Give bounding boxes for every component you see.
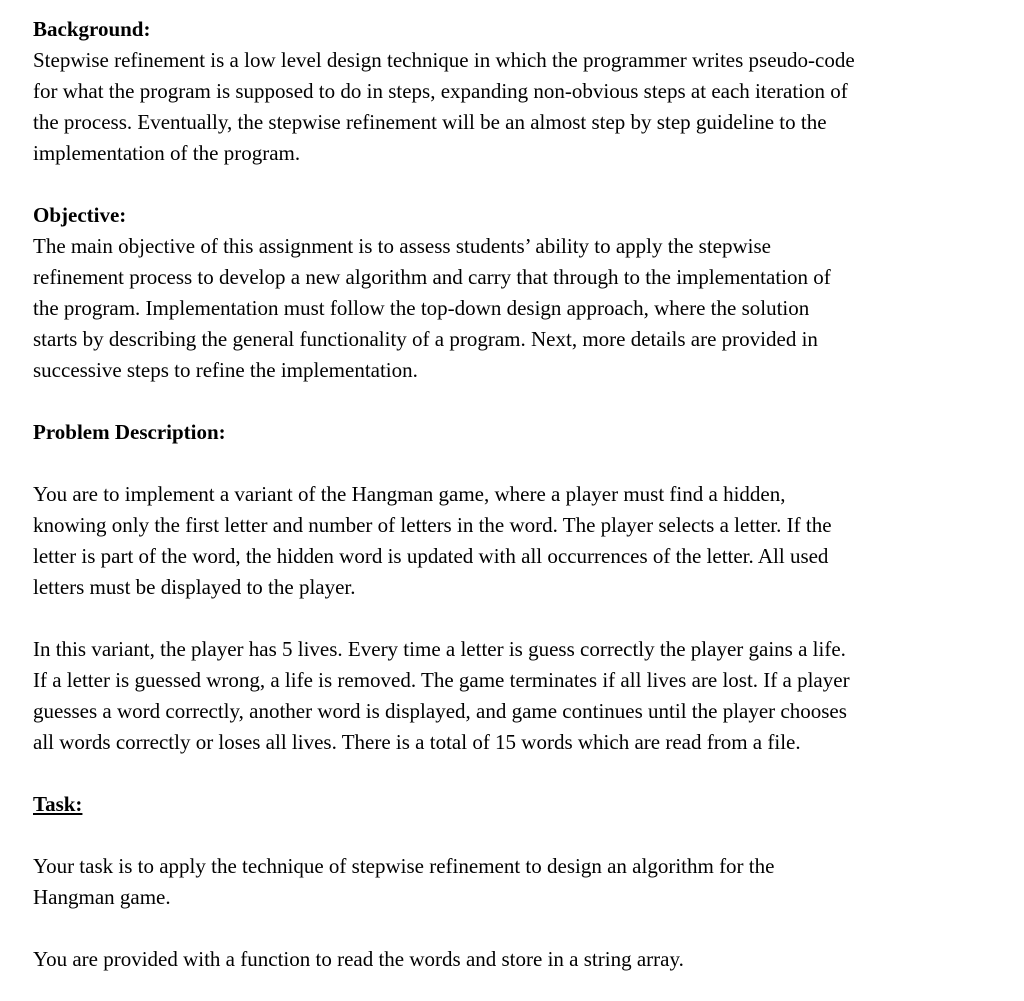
problem-line: letter is part of the word, the hidden word is updated with all occurrences of the letter. All used <box>33 544 829 568</box>
problem-line: If a letter is guessed wrong, a life is removed. The game terminates if all lives are lost. If a player <box>33 668 850 692</box>
task-line: Hangman game. <box>33 885 171 909</box>
objective-paragraph <box>33 231 983 386</box>
objective-line: The main objective of this assignment is to assess students’ ability to apply the stepwise <box>33 234 771 258</box>
background-paragraph <box>33 45 983 169</box>
task-line: Your task is to apply the technique of stepwise refinement to design an algorithm for the <box>33 854 775 878</box>
task-paragraph-2 <box>33 944 983 975</box>
background-line: for what the program is supposed to do in steps, expanding non-obvious steps at each iteration of <box>33 79 848 103</box>
problem-line: In this variant, the player has 5 lives. Every time a letter is guess correctly the player gains a life. <box>33 637 846 661</box>
problem-line: You are to implement a variant of the Hangman game, where a player must find a hidden, <box>33 482 786 506</box>
objective-line: the program. Implementation must follow the top-down design approach, where the solution <box>33 296 810 320</box>
problem-line: knowing only the first letter and number of letters in the word. The player selects a letter. If the <box>33 513 832 537</box>
document <box>33 14 983 975</box>
problem-paragraph-1 <box>33 479 983 603</box>
problem-line: guesses a word correctly, another word is displayed, and game continues until the player chooses <box>33 699 847 723</box>
task-heading: Task: <box>33 792 83 816</box>
problem-description-heading: Problem Description: <box>33 420 226 444</box>
problem-paragraph-2 <box>33 634 983 758</box>
task-line: You are provided with a function to read the words and store in a string array. <box>33 947 684 971</box>
problem-line: letters must be displayed to the player. <box>33 575 356 599</box>
background-line: Stepwise refinement is a low level design technique in which the programmer writes pseudo-code <box>33 48 855 72</box>
problem-line: all words correctly or loses all lives. There is a total of 15 words which are read from a file. <box>33 730 801 754</box>
background-heading: Background: <box>33 17 151 41</box>
objective-heading: Objective: <box>33 203 127 227</box>
objective-line: starts by describing the general functionality of a program. Next, more details are provided in <box>33 327 818 351</box>
objective-line: successive steps to refine the implementation. <box>33 358 418 382</box>
task-paragraph-1 <box>33 851 983 913</box>
objective-line: refinement process to develop a new algorithm and carry that through to the implementation of <box>33 265 831 289</box>
background-line: the process. Eventually, the stepwise refinement will be an almost step by step guideline to the <box>33 110 827 134</box>
background-line: implementation of the program. <box>33 141 301 165</box>
